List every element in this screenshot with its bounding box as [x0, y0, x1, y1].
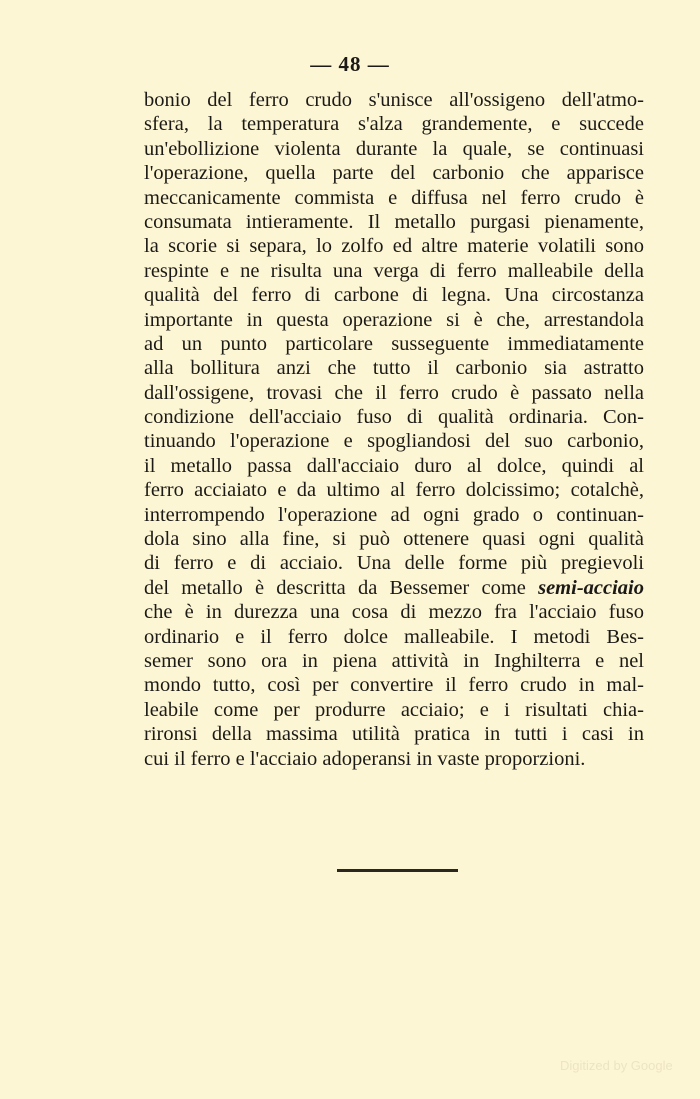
- text-line: che è in durezza una cosa di mezzo fra l'acciaio fuso: [144, 601, 644, 624]
- text-line-emphasis: [144, 576, 644, 600]
- page-number: — 48 —: [310, 52, 390, 76]
- body-text: [144, 88, 644, 771]
- text-line: bonio del ferro crudo s'unisce all'ossigeno dell'atmo-: [144, 89, 644, 111]
- text-line: qualità del ferro di carbone di legna. Una circostanza: [144, 284, 644, 307]
- text-line: importante in questa operazione si è che, arrestandola: [144, 308, 644, 331]
- text-line: dall'ossigene, trovasi che il ferro crudo è passato nella: [144, 381, 644, 404]
- section-divider: [337, 869, 458, 872]
- text-line: dola sino alla fine, si può ottenere quasi ogni qualità: [144, 528, 644, 551]
- text-line: semer sono ora in piena attività in Inghilterra e nel: [144, 649, 644, 672]
- text-line: ordinario e il ferro dolce malleabile. I metodi Bes-: [144, 625, 644, 648]
- text-line: meccanicamente commista e diffusa nel ferro crudo è: [144, 186, 644, 209]
- text-line: interrompendo l'operazione ad ogni grado o continuan-: [144, 503, 644, 526]
- text-line: l'operazione, quella parte del carbonio che apparisce: [144, 162, 644, 185]
- text-line: di ferro e di acciaio. Una delle forme più pregievoli: [144, 552, 644, 575]
- text-line: consumata intieramente. Il metallo purgasi pienamente,: [144, 210, 644, 233]
- text-line: rironsi della massima utilità pratica in tutti i casi in: [144, 723, 644, 746]
- text-line: respinte e ne risulta una verga di ferro malleabile della: [144, 259, 644, 282]
- text-line: sfera, la temperatura s'alza grandemente, e succede: [144, 113, 644, 136]
- text-line: ad un punto particolare susseguente immediatamente: [144, 332, 644, 355]
- text-line: il metallo passa dall'acciaio duro al dolce, quindi al: [144, 454, 644, 477]
- text-line: ferro acciaiato e da ultimo al ferro dolcissimo; cotalchè,: [144, 479, 644, 502]
- text-line-final: cui il ferro e l'acciaio adoperansi in vaste proporzioni.: [144, 747, 586, 770]
- text-line: la scorie si separa, lo zolfo ed altre materie volatili sono: [144, 235, 644, 258]
- text-line: condizione dell'acciaio fuso di qualità ordinaria. Con-: [144, 406, 644, 429]
- watermark: Digitized by Google: [560, 1058, 673, 1073]
- text-line: leabile come per produrre acciaio; e i risultati chia-: [144, 698, 644, 721]
- text-line: mondo tutto, così per convertire il ferro crudo in mal-: [144, 674, 644, 697]
- text-line: un'ebollizione violenta durante la quale, se continuasi: [144, 137, 644, 160]
- text-line: tinuando l'operazione e spogliandosi del suo carbonio,: [144, 430, 644, 453]
- line-prefix: del metallo è descritta da Bessemer come: [144, 576, 539, 599]
- text-line: alla bollitura anzi che tutto il carbonio sia astratto: [144, 357, 644, 380]
- emphasized-term: semi-acciaio: [538, 576, 644, 599]
